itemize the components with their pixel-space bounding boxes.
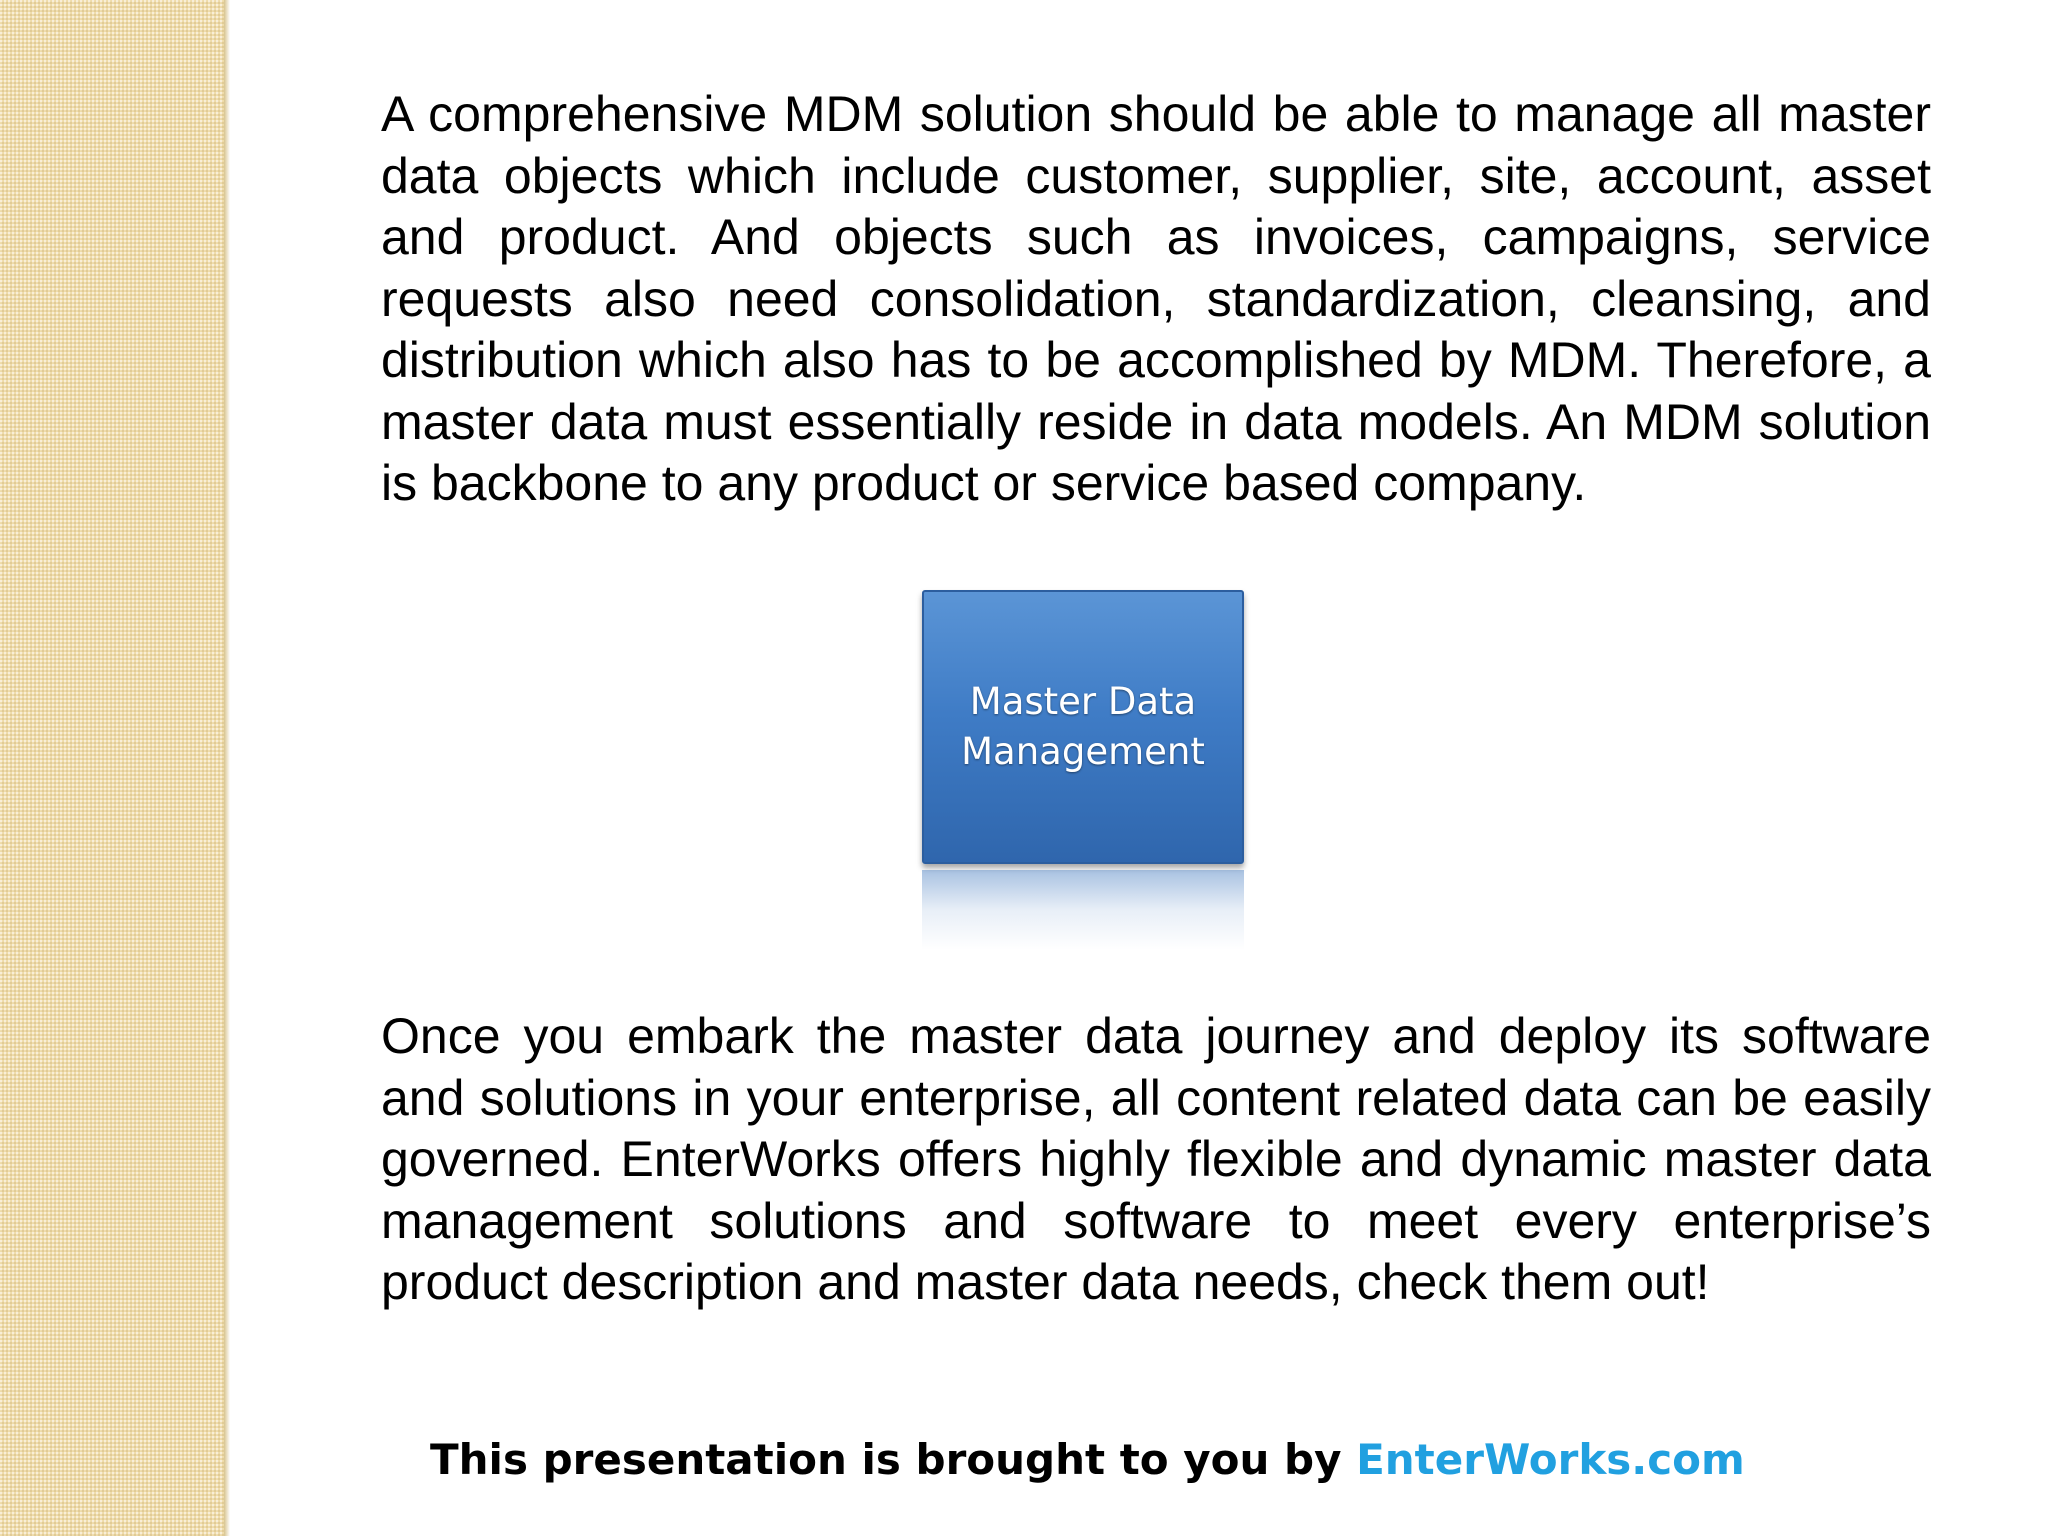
mdm-box [922,590,1244,864]
side-panel-texture [0,0,228,1536]
paragraph-intro: A comprehensive MDM solution should be able to manage all master data objects which include customer, supplier, site, account, asset and product. And objects such as invoices, campaigns, service requests also need consolidation, standardization, cleansing, and distribution which also has to be accomplished by MDM. Therefore, a master data must essentially reside in data models. An MDM solution is backbone to any product or service based company. [381,86,1931,511]
mdm-box-reflection [922,870,1244,950]
footer-text: This presentation is brought to you by [430,1435,1357,1484]
side-panel-edge [224,0,230,1536]
paragraph-enterworks: Once you embark the master data journey and deploy its software and solutions in your enterprise, all content related data can be easily governed. EnterWorks offers highly flexible and dynamic master data management solutions and software to meet every enterprise’s product description and master data needs, check them out! [381,1008,1931,1310]
mdm-box-label: Master Data Management [961,680,1205,773]
footer-credit [430,1430,1745,1490]
footer-link[interactable]: EnterWorks.com [1356,1435,1745,1484]
mdm-diagram [922,590,1244,960]
